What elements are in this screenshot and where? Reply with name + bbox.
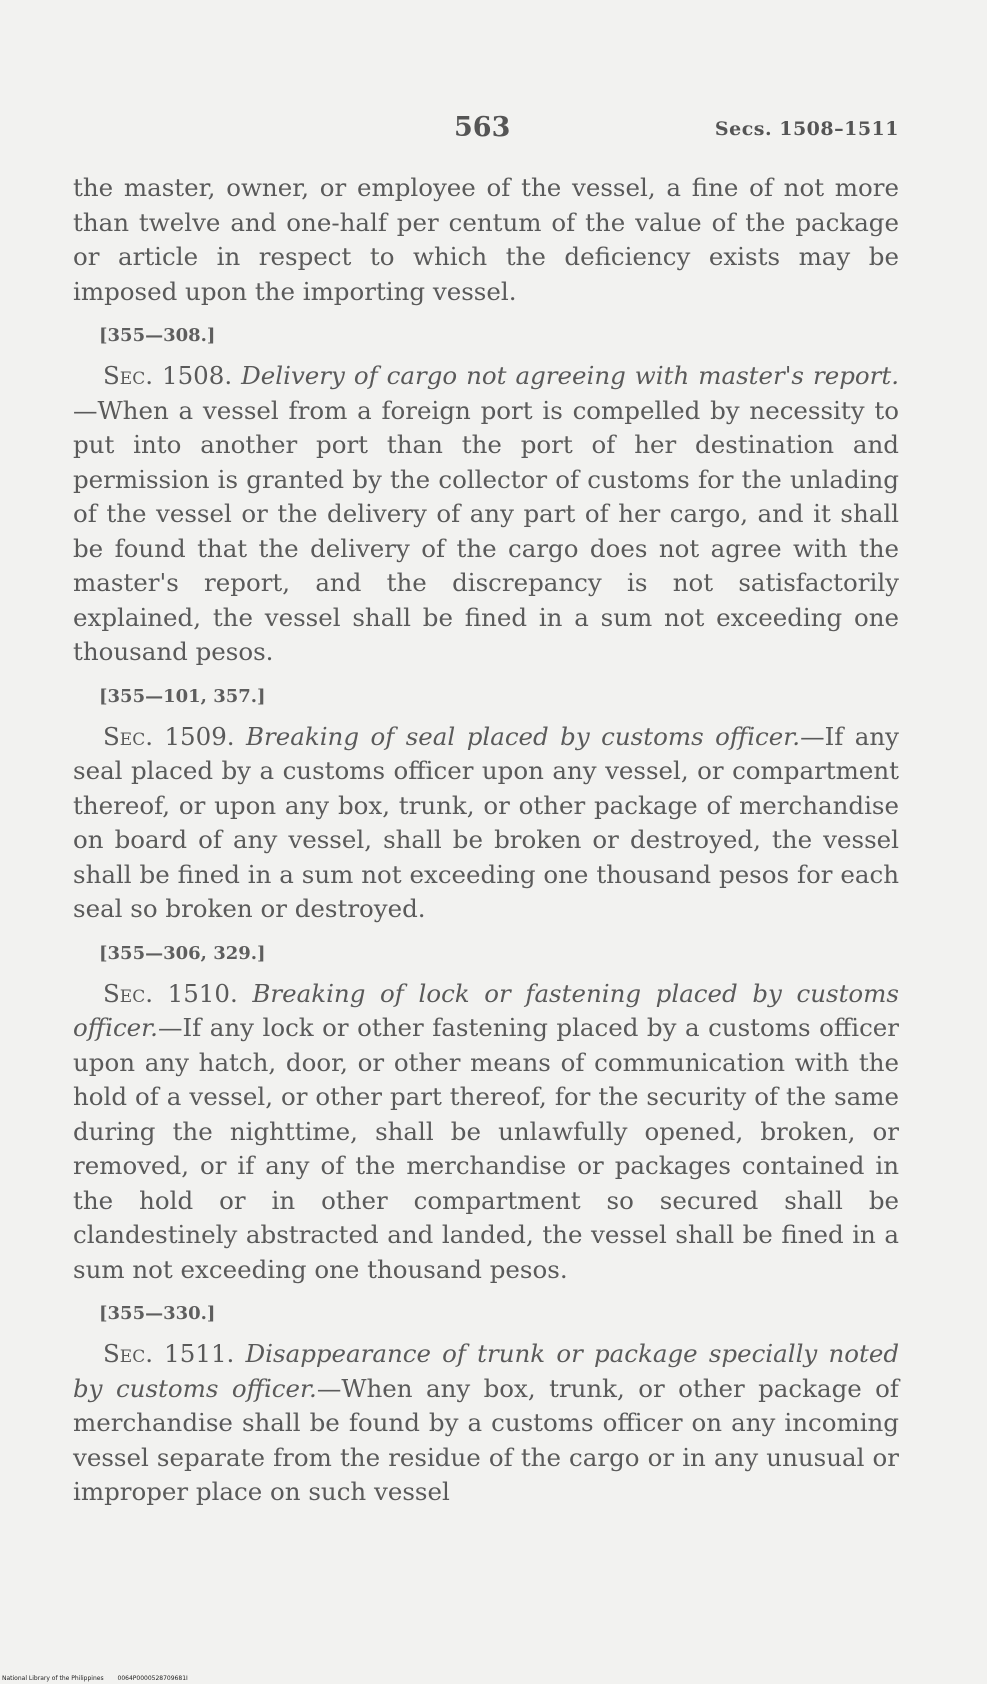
library-credit: National Library of the Philippines [2, 1675, 104, 1682]
section-1509-label: Sec. 1509. [103, 721, 235, 751]
scan-credit [2, 1675, 200, 1682]
section-1508-citation: [355—308.] [99, 325, 216, 346]
page-number: 563 [454, 112, 511, 143]
section-1511 [73, 1337, 899, 1510]
section-1510-citation: [355—306, 329.] [99, 942, 266, 964]
section-1511-label: Sec. 1511. [103, 1339, 235, 1368]
section-1511-citation: [355—330.] [99, 1303, 216, 1324]
section-1508-text: —When a vessel from a foreign port is compelled by necessity to put into another port than the port of her destination and permission is granted by the collector of customs for the unlading of the vessel or the delivery of any part of her cargo, and it shall be found that the delivery of the cargo does not agree with the master's report, and the discrepancy is not satisfactorily explained, the vessel shall be fined in a sum not exceeding one thousand pesos. [73, 395, 899, 666]
section-1508-label: Sec. 1508. [103, 361, 233, 390]
page-header [0, 112, 987, 152]
section-1510-label: Sec. 1510. [103, 978, 238, 1008]
section-1509-title: Breaking of seal placed by customs officer. [246, 721, 801, 751]
main-text [73, 171, 899, 1510]
scan-barcode: 0064P0000528709681I [117, 1675, 188, 1682]
section-1509-text: —If any seal placed by a customs officer upon any vessel, or compartment thereof, or upon any box, trunk, or other package of merchandise on board of any vessel, shall be broken or destroyed, the vessel shall be fined in a sum not exceeding one thousand pesos for each seal so broken or destroyed. [73, 721, 899, 923]
section-1510-title: Breaking of lock or fastening placed by customs officer. [73, 978, 899, 1042]
section-1508-title: Delivery of cargo not agreeing with master's report. [241, 361, 899, 390]
section-1511-text: —When any box, trunk, or other package of merchandise shall be found by a customs officer on any incoming vessel separate from the residue of the cargo or in any unusual or improper place on such vessel [73, 1373, 900, 1506]
section-1510 [73, 977, 899, 1288]
section-1509 [73, 720, 899, 927]
section-1510-text: —If any lock or other fastening placed by a customs officer upon any hatch, door, or other means of communication with the hold of a vessel, or other part thereof, for the security of the same during the nighttime, shall be unlawfully opened, broken, or removed, or if any of the merchandise or packages contained in the hold or in other compartment so secured shall be clandestinely abstracted and landed, the vessel shall be fined in a sum not exceeding one thousand pesos. [73, 1013, 899, 1284]
section-1509-citation: [355—101, 357.] [99, 685, 266, 707]
section-1511-title: Disappearance of trunk or package specially noted by customs officer. [73, 1339, 899, 1403]
running-head: Secs. 1508–1511 [714, 118, 899, 140]
continuation-paragraph: the master, owner, or employee of the vessel, a fine of not more than twelve and one-half per centum of the value of the package or article in respect to which the deficiency exists may be imposed upon the importing vessel. [73, 173, 899, 306]
section-1508 [73, 359, 899, 670]
